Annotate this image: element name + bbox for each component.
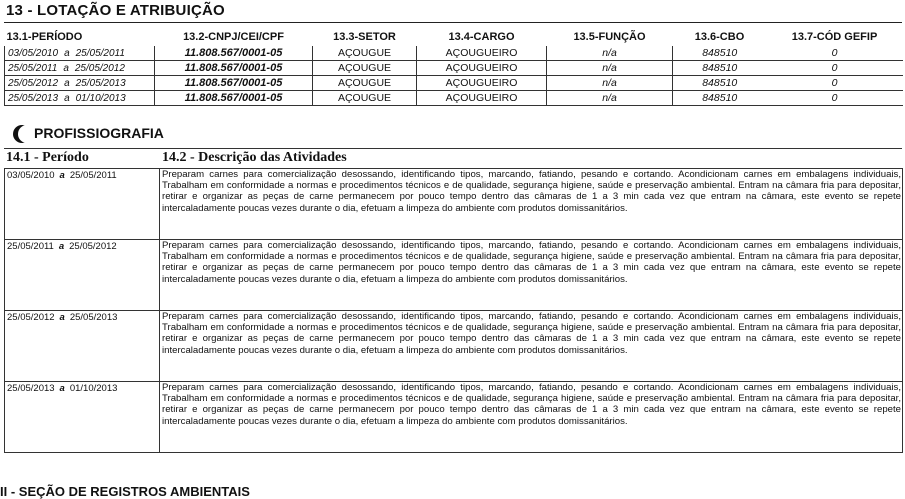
period-start: 25/05/2011 [8, 62, 58, 74]
header-setor: 13.3-SETOR [333, 30, 396, 43]
setor-cell: AÇOUGUE [313, 76, 417, 91]
period-end: 25/05/2012 [69, 241, 117, 252]
period-end: 25/05/2013 [75, 77, 126, 89]
cargo-cell: AÇOUGUEIRO [417, 76, 547, 91]
funcao-cell: n/a [547, 61, 673, 76]
cnpj-cell: 11.808.567/0001-05 [155, 46, 313, 61]
descricao-cell: Preparam carnes para comercialização desossando, identificando tipos, marcando, fatiando, pesando e cortando. Acondicionam carnes em embalagens individuais, Trabalham em conformidade a normas e procedimentos técnicos e de qualidade, segurança higiene, saúde e preservação ambiental. Entram na câmara fria para depositar, retirar e organizar as peças de carne permanecem por pouco tempo dentro das câmaras de 1 a 3 min cada vez que entram na câmara, este evento se repete intercaladamente poucas vezes durante o dia, efetuam a limpeza do ambiente com produtos domissanitários. [160, 311, 903, 382]
periodo-cell [5, 382, 160, 453]
header-funcao: 13.5-FUNÇÃO [573, 30, 646, 43]
gfip-cell: 0 [767, 61, 903, 76]
cnpj-cell: 11.808.567/0001-05 [155, 91, 313, 106]
table-row [5, 46, 903, 61]
setor-cell: AÇOUGUE [313, 91, 417, 106]
funcao-cell: n/a [547, 46, 673, 61]
descricao-cell: Preparam carnes para comercialização desossando, identificando tipos, marcando, fatiando, pesando e cortando. Acondicionam carnes em embalagens individuais, Trabalham em conformidade a normas e procedimentos técnicos e de qualidade, segurança higiene, saúde e preservação ambiental. Entram na câmara fria para depositar, retirar e organizar as peças de carne permanecem por pouco tempo dentro das câmaras de 1 a 3 min cada vez que entram na câmara, este evento se repete intercaladamente poucas vezes durante o dia, efetuam a limpeza do ambiente com produtos domissanitários. [160, 382, 903, 453]
period-separator: a [64, 92, 70, 104]
table-row [5, 382, 903, 453]
period-end: 25/05/2012 [74, 62, 125, 74]
atividades-table [4, 168, 903, 453]
cargo-cell: AÇOUGUEIRO [417, 46, 547, 61]
cbo-cell: 848510 [673, 91, 767, 106]
period-start: 25/05/2011 [7, 241, 54, 252]
period-separator: a [59, 170, 65, 181]
periodo-cell [5, 76, 155, 91]
table-row [5, 76, 903, 91]
period-end: 01/10/2013 [69, 383, 118, 394]
gfip-cell: 0 [767, 91, 903, 106]
table-row [5, 61, 903, 76]
period-separator: a [64, 47, 70, 59]
profissiografia-divider [4, 148, 902, 149]
setor-cell: AÇOUGUE [313, 61, 417, 76]
period-separator: a [63, 62, 69, 74]
period-separator: a [59, 312, 65, 323]
section-registros-ambientais-title: II - SEÇÃO DE REGISTROS AMBIENTAIS [0, 484, 250, 499]
header-cargo: 13.4-CARGO [448, 30, 515, 43]
gfip-cell: 0 [767, 76, 903, 91]
period-separator: a [59, 383, 65, 394]
period-start: 25/05/2013 [7, 383, 55, 394]
cargo-cell: AÇOUGUEIRO [417, 91, 547, 106]
periodo-cell [5, 169, 160, 240]
table-row [5, 169, 903, 240]
cbo-cell: 848510 [673, 46, 767, 61]
period-separator: a [58, 241, 65, 252]
gfip-cell: 0 [767, 46, 903, 61]
periodo-cell [5, 240, 160, 311]
descricao-cell: Preparam carnes para comercialização desossando, identificando tipos, marcando, fatiando, pesando e cortando. Acondicionam carnes em embalagens individuais, Trabalham em conformidade a normas e procedimentos técnicos e de qualidade, segurança higiene, saúde e preservação ambiental. Entram na câmara fria para depositar, retirar e organizar as peças de carne permanecem por pouco tempo dentro das câmaras de 1 a 3 min cada vez que entram na câmara, este evento se repete intercaladamente poucas vezes durante o dia, efetuam a limpeza do ambiente com produtos domissanitários. [160, 240, 903, 311]
cnpj-cell: 11.808.567/0001-05 [155, 61, 313, 76]
table-row [5, 311, 903, 382]
descricao-cell: Preparam carnes para comercialização desossando, identificando tipos, marcando, fatiando, pesando e cortando. Acondicionam carnes em embalagens individuais, Trabalham em conformidade a normas e procedimentos técnicos e de qualidade, segurança higiene, saúde e preservação ambiental. Entram na câmara fria para depositar, retirar e organizar as peças de carne permanecem por pouco tempo dentro das câmaras de 1 a 3 min cada vez que entram na câmara, este evento se repete intercaladamente poucas vezes durante o dia, efetuam a limpeza do ambiente com produtos domissanitários. [160, 169, 903, 240]
header-cbo: 13.6-CBO [694, 30, 745, 43]
period-end: 01/10/2013 [75, 92, 126, 104]
profissiografia-title: PROFISSIOGRAFIA [34, 125, 164, 141]
period-start: 25/05/2012 [8, 77, 59, 89]
table-row [5, 91, 903, 106]
period-start: 03/05/2010 [8, 47, 59, 59]
periodo-cell [5, 311, 160, 382]
period-separator: a [64, 77, 70, 89]
period-start: 25/05/2012 [7, 312, 55, 323]
header-descricao-atividades: 14.2 - Descrição das Atividades [162, 150, 347, 165]
cbo-cell: 848510 [673, 76, 767, 91]
period-end: 25/05/2013 [69, 312, 118, 323]
funcao-cell: n/a [547, 91, 673, 106]
period-start: 25/05/2013 [8, 92, 59, 104]
periodo-cell [5, 46, 155, 61]
header-gfip: 13.7-CÓD GEFIP [791, 30, 878, 43]
lotacao-table [4, 29, 903, 106]
cbo-cell: 848510 [673, 61, 767, 76]
header-periodo-atividades: 14.1 - Período [6, 150, 89, 165]
periodo-cell [5, 61, 155, 76]
setor-cell: AÇOUGUE [313, 46, 417, 61]
header-periodo: 13.1-PERÍODO [6, 30, 83, 43]
lotacao-header-row [5, 29, 903, 46]
period-start: 03/05/2010 [7, 170, 55, 181]
period-end: 25/05/2011 [75, 47, 125, 59]
table-row [5, 240, 903, 311]
section-13-divider [4, 22, 902, 23]
section-13-title: 13 - LOTAÇÃO E ATRIBUIÇÃO [6, 2, 225, 19]
cnpj-cell: 11.808.567/0001-05 [155, 76, 313, 91]
periodo-cell [5, 91, 155, 106]
cargo-cell: AÇOUGUEIRO [417, 61, 547, 76]
funcao-cell: n/a [547, 76, 673, 91]
header-cnpj: 13.2-CNPJ/CEI/CPF [183, 30, 284, 43]
period-end: 25/05/2011 [69, 170, 117, 181]
